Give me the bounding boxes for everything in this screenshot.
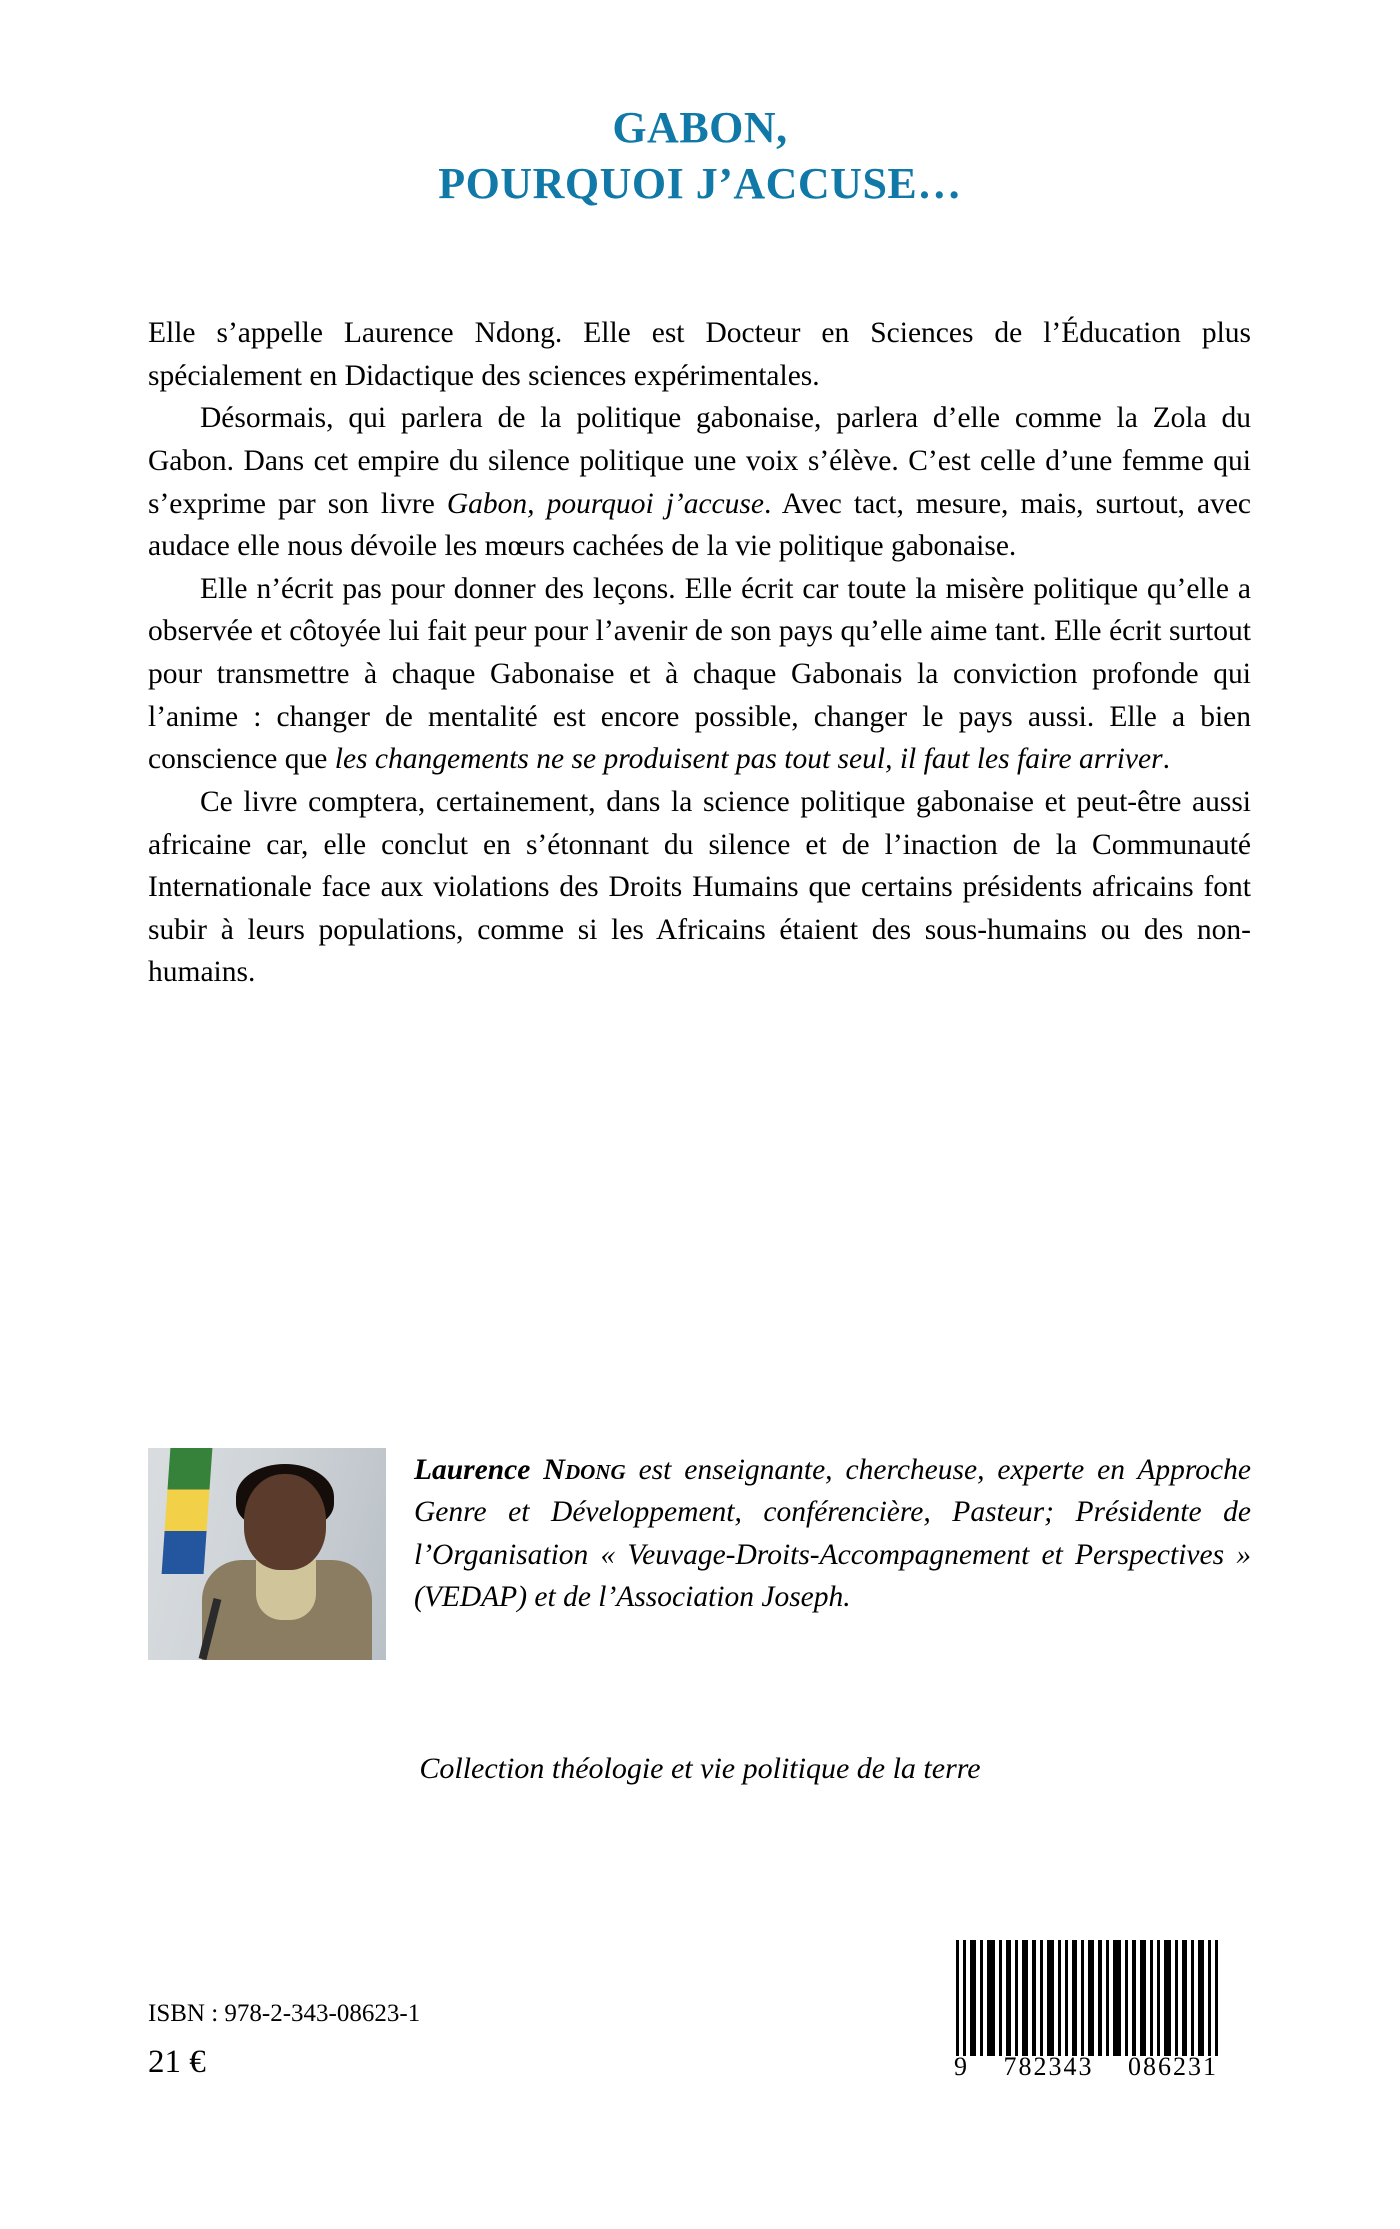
paragraph-2: [148, 397, 1251, 568]
paragraph-2-part-b: . Avec tact, mesure, mais, surtout, avec audace elle nous dévoile les mœurs cachées de la vie politique gabonaise.: [148, 487, 1251, 563]
barcode-group-1: 782343: [1003, 2052, 1094, 2081]
paragraph-2-part-a: Désormais, qui parlera de la politique gabonaise, parlera d’elle comme la Zola du Gabon. Dans cet empire du silence politique une voix s’élève. C’est celle d’une femme qui s’exprime par son livre: [148, 402, 1251, 520]
barcode-bars: [952, 1940, 1220, 2056]
author-first-name: Laurence: [414, 1454, 544, 1486]
author-bio-text: [386, 1448, 1251, 1619]
collection-line: Collection théologie et vie politique de la terre: [419, 1752, 981, 1785]
paragraph-3-part-a: Elle n’écrit pas pour donner des leçons. Elle écrit car toute la misère politique qu’elle a observée et côtoyée lui fait peur pour l’avenir de son pays qu’elle aime tant. Elle écrit surtout pour transmettre à chaque Gabonaise et à chaque Gabonais la conviction profonde qui l’anime : changer de mentalité est encore possible, changer le pays aussi. Elle a bien conscience que: [148, 572, 1251, 776]
author-last-name: Ndong: [543, 1453, 626, 1486]
price-text: 21 €: [148, 2044, 206, 2080]
quote-emphasis: les changements ne se produisent pas tout seul, il faut les faire arriver: [334, 743, 1163, 776]
paragraph-3: [148, 568, 1251, 781]
author-photo: [148, 1448, 386, 1660]
book-title-mention: Gabon, pourquoi j’accuse: [446, 487, 764, 520]
blurb-text: [148, 312, 1251, 994]
author-bio-block: [148, 1448, 1251, 1660]
gabon-flag-icon: [162, 1448, 213, 1574]
book-title: [0, 100, 1400, 213]
paragraph-3-part-b: .: [1162, 743, 1170, 776]
photo-person-head: [244, 1474, 326, 1570]
title-line-2: POURQUOI J’ACCUSE…: [438, 159, 962, 209]
barcode-left-digit: 9: [954, 2052, 969, 2081]
title-line-1: GABON,: [612, 103, 788, 152]
isbn-text: ISBN : 978-2-343-08623-1: [148, 2000, 421, 2027]
paragraph-1: Elle s’appelle Laurence Ndong. Elle est Docteur en Sciences de l’Éducation plus spécialement en Didactique des sciences expérimentales.: [148, 317, 1251, 392]
paragraph-4: Ce livre comptera, certainement, dans la science politique gabonaise et peut-être aussi africaine car, elle conclut en s’étonnant du silence et de l’inaction de la Communauté Internationale face aux violations des Droits Humains que certains présidents africains font subir à leurs populations, comme si les Africains étaient des sous-humains ou des non-humains.: [148, 785, 1251, 989]
author-bio-body: est enseignante, chercheuse, experte en Approche Genre et Développement, conférencière, Pasteur; Présidente de l’Organisation « Veuvage-Droits-Accompagnement et Perspectives » (VEDAP) et de l’Association Joseph.: [414, 1454, 1251, 1614]
barcode-group-2: 086231: [1128, 2052, 1218, 2081]
barcode-digits: [952, 2052, 1220, 2082]
barcode: [952, 1940, 1220, 2100]
